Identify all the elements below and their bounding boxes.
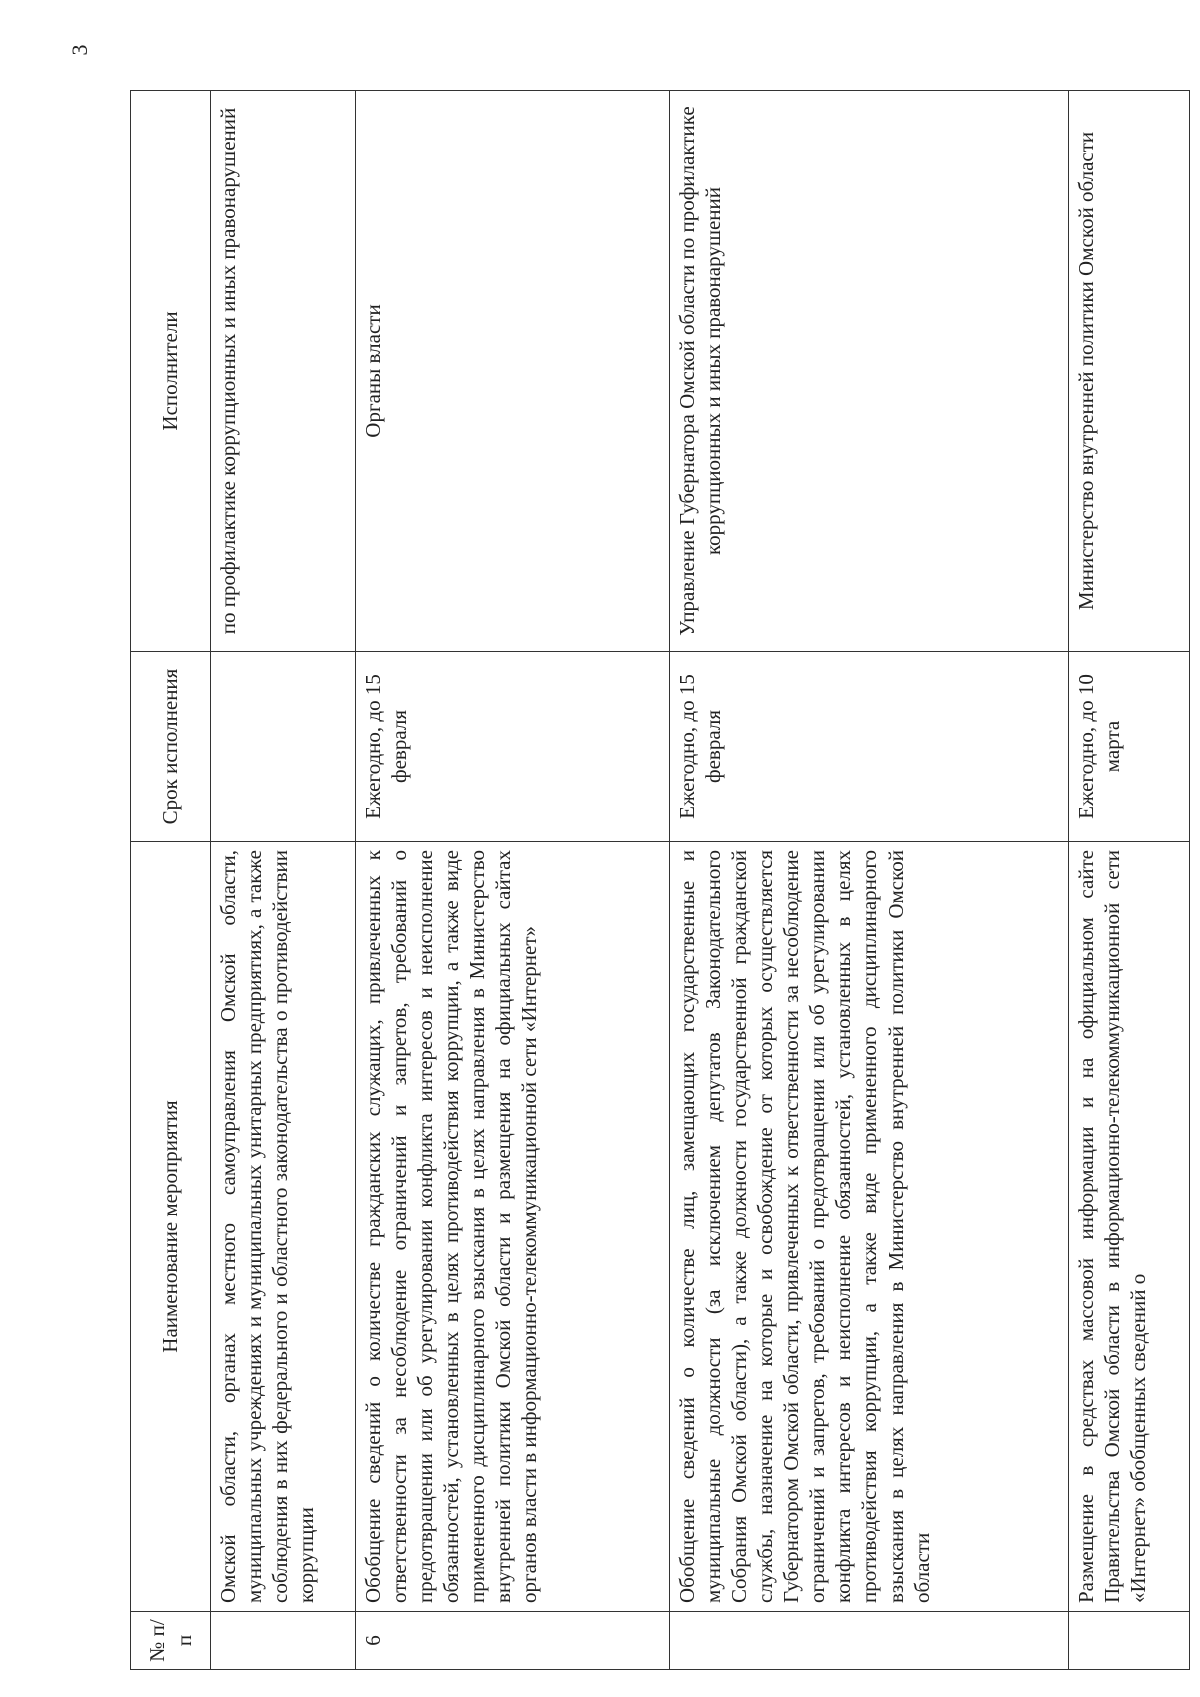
page-number: 3 — [67, 44, 92, 56]
row-exec: Управление Губернатора Омской области по профилактике коррупционных и иных правонарушений — [670, 91, 1069, 652]
header-exec: Исполнители — [131, 91, 211, 652]
row-exec: Органы власти — [356, 91, 670, 652]
table-row — [670, 91, 1069, 1670]
row-name: Обобщение сведений о количестве гражданских служащих, привлеченных к ответственности за несоблюдение ограничений и запретов, требований о предотвращении или об урегулировании конфликта интересов и неисполнение обязанностей, установленных в целях противодействия коррупции, а также виде примененного дисциплинарного взыскания в целях направления в Министерство внутренней политики Омской области и размещения на официальных сайтах органов власти в информационно-телекоммуникационной сети «Интернет» — [356, 842, 670, 1612]
row-num — [211, 1612, 356, 1670]
header-num: № п/п — [131, 1612, 211, 1670]
header-name: Наименование мероприятия — [131, 842, 211, 1612]
row-date: Ежегодно, до 15 февраля — [356, 652, 670, 842]
row-name: Обобщение сведений о количестве лиц, замещающих государственные и муниципальные должности (за исключением депутатов Законодательного Собрания Омской области), а также должности государственной гражданской службы, назначение на которые и освобождение от которых осуществляется Губернатором Омской области, привлеченных к ответственности за несоблюдение ограничений и запретов, требований о предотвращении или об урегулировании конфликта интересов и неисполнение обязанностей, установленных в целях противодействия коррупции, а также виде примененного дисциплинарного взыскания в целях направления в Министерство внутренней политики Омской области — [670, 842, 1069, 1612]
table-row — [1069, 91, 1190, 1670]
row-date: Ежегодно, до 15 февраля — [670, 652, 1069, 842]
landscape-page — [130, 90, 1190, 1670]
row-num: 6 — [356, 1612, 670, 1670]
row-name: Размещение в средствах массовой информации и на официальном сайте Правительства Омской области в информационно-телекоммуникационной сети «Интернет» обобщенных сведений о — [1069, 842, 1190, 1612]
measures-table — [130, 90, 1190, 1670]
row-date — [211, 652, 356, 842]
table-row — [211, 91, 356, 1670]
row-num — [670, 1612, 1069, 1670]
row-num — [1069, 1612, 1190, 1670]
row-date: Ежегодно, до 10 марта — [1069, 652, 1190, 842]
row-exec: Министерство внутренней политики Омской области — [1069, 91, 1190, 652]
header-date: Срок исполнения — [131, 652, 211, 842]
row-name: Омской области, органах местного самоуправления Омской области, муниципальных учреждениях и муниципальных унитарных предприятиях, а также соблюдения в них федерального и областного законодательства о противодействии коррупции — [211, 842, 356, 1612]
table-header-row — [131, 91, 211, 1670]
row-exec: по профилактике коррупционных и иных правонарушений — [211, 91, 356, 652]
table-row — [356, 91, 670, 1670]
